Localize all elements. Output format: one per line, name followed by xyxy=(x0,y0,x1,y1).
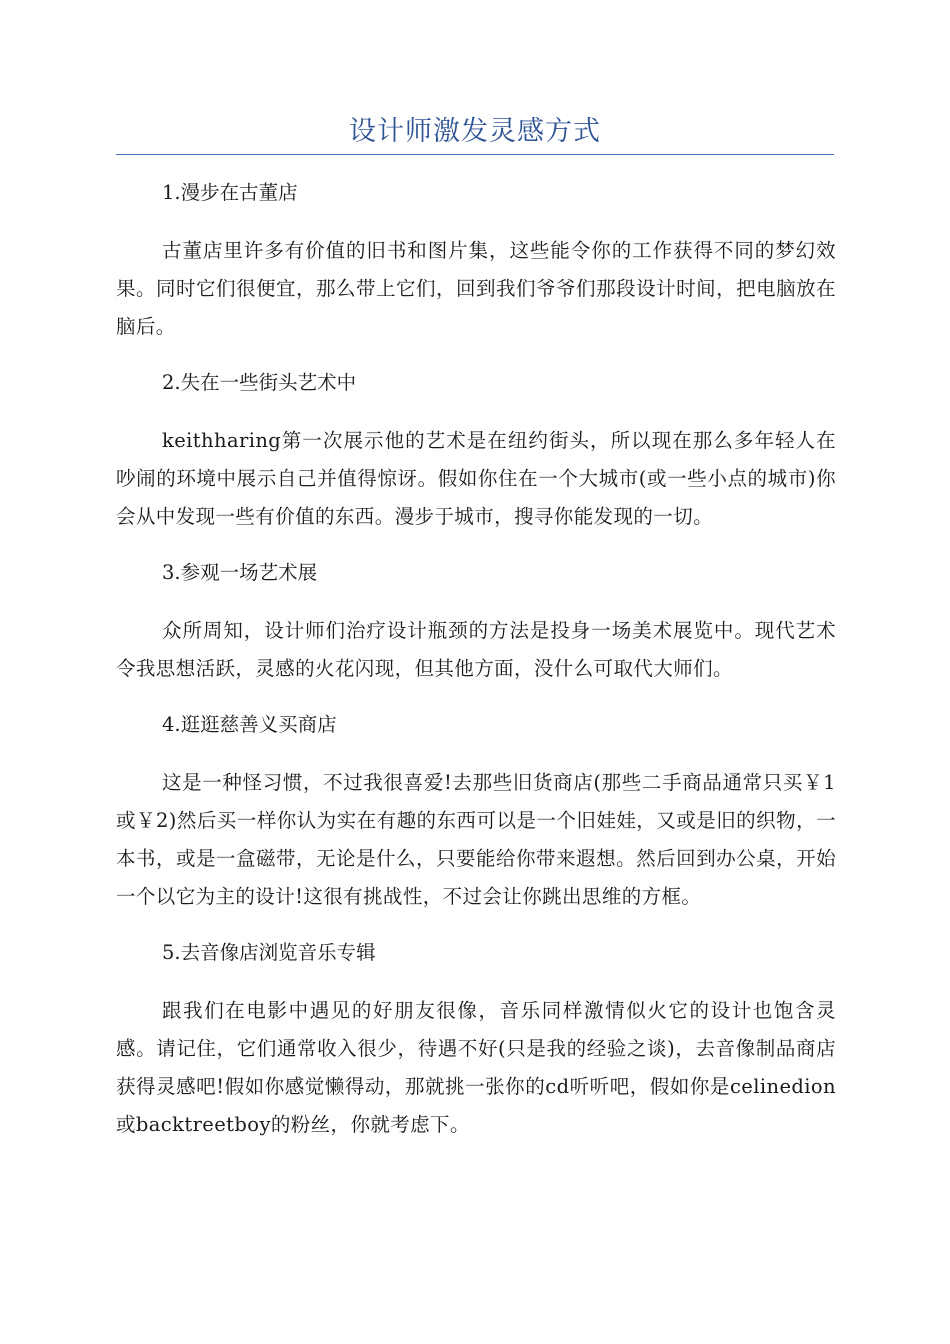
section-heading: 4.逛逛慈善义买商店 xyxy=(162,713,337,736)
document-body xyxy=(116,174,836,1162)
section-paragraph: keithharing第一次展示他的艺术是在纽约街头，所以现在那么多年轻人在吵闹的环境中展示自己并值得惊讶。假如你住在一个大城市(或一些小点的城市)你会从中发现一些有价值的东西。漫步于城市，搜寻你能发现的一切。 xyxy=(116,429,836,528)
section-heading: 1.漫步在古董店 xyxy=(162,181,298,204)
section-heading: 2.失在一些街头艺术中 xyxy=(162,371,357,394)
section-heading: 3.参观一场艺术展 xyxy=(162,561,318,584)
document-title: 设计师激发灵感方式 xyxy=(349,116,601,147)
section-paragraph: 这是一种怪习惯，不过我很喜爱!去那些旧货商店(那些二手商品通常只买￥1或￥2)然后买一样你认为实在有趣的东西可以是一个旧娃娃，又或是旧的织物，一本书，或是一盒磁带，无论是什么，只要能给你带来遐想。然后回到办公桌，开始一个以它为主的设计!这很有挑战性，不过会让你跳出思维的方框。 xyxy=(116,771,836,908)
section-heading: 5.去音像店浏览音乐专辑 xyxy=(162,941,376,964)
section-paragraph: 跟我们在电影中遇见的好朋友很像，音乐同样激情似火它的设计也饱含灵感。请记住，它们通常收入很少，待遇不好(只是我的经验之谈)，去音像制品商店获得灵感吧!假如你感觉懒得动，那就挑一张你的cd听听吧，假如你是celinedion或backtreetboy的粉丝，你就考虑下。 xyxy=(116,999,836,1136)
section-paragraph: 众所周知，设计师们治疗设计瓶颈的方法是投身一场美术展览中。现代艺术令我思想活跃，灵感的火花闪现，但其他方面，没什么可取代大师们。 xyxy=(116,619,836,680)
title-underline xyxy=(116,154,834,155)
section-paragraph: 古董店里许多有价值的旧书和图片集，这些能令你的工作获得不同的梦幻效果。同时它们很便宜，那么带上它们，回到我们爷爷们那段设计时间，把电脑放在脑后。 xyxy=(116,239,836,338)
